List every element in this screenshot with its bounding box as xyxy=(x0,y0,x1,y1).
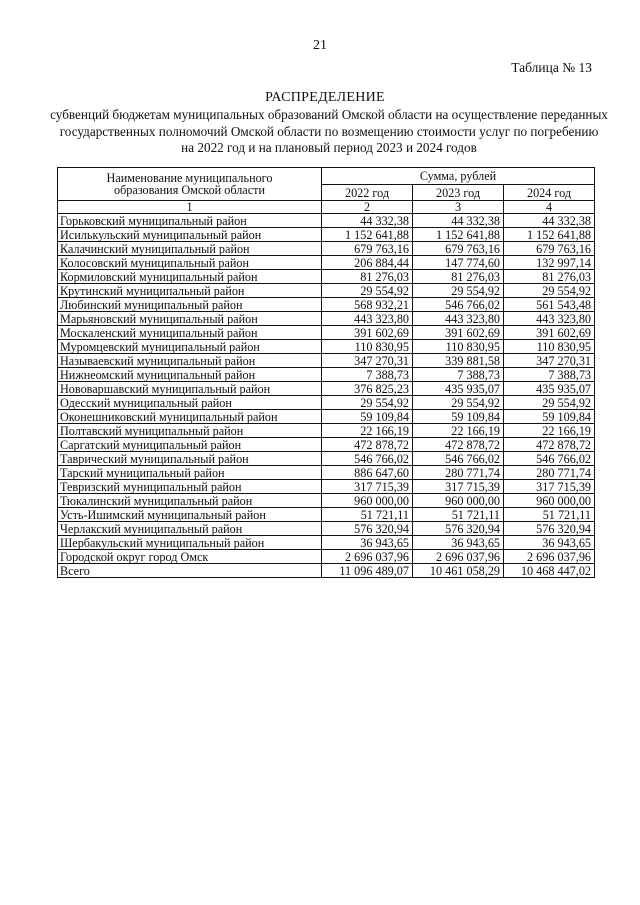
sum-2022-cell: 2 696 037,96 xyxy=(322,550,413,564)
sum-2024-cell: 1 152 641,88 xyxy=(504,228,595,242)
municipality-name-cell: Тюкалинский муниципальный район xyxy=(58,494,322,508)
table-row xyxy=(58,312,595,326)
subtitle-line: субвенций бюджетам муниципальных образований Омской области на осуществление переданных xyxy=(50,107,608,122)
sum-2023-cell: 960 000,00 xyxy=(413,494,504,508)
sum-2024-cell: 44 332,38 xyxy=(504,214,595,228)
table-row xyxy=(58,228,595,242)
column-number: 2 xyxy=(322,201,413,214)
sum-2024-cell: 7 388,73 xyxy=(504,368,595,382)
sum-2023-cell: 29 554,92 xyxy=(413,396,504,410)
sum-2022-cell: 391 602,69 xyxy=(322,326,413,340)
page-number: 21 xyxy=(313,38,327,53)
municipality-name-cell: Нижнеомский муниципальный район xyxy=(58,368,322,382)
municipality-name-cell: Тарский муниципальный район xyxy=(58,466,322,480)
sum-2023-cell: 22 166,19 xyxy=(413,424,504,438)
sum-2022-cell: 960 000,00 xyxy=(322,494,413,508)
header-year-2023: 2023 год xyxy=(413,185,504,201)
sum-2022-cell: 29 554,92 xyxy=(322,396,413,410)
sum-2024-cell: 59 109,84 xyxy=(504,410,595,424)
sum-2024-cell: 2 696 037,96 xyxy=(504,550,595,564)
sum-2022-cell: 347 270,31 xyxy=(322,354,413,368)
sum-2023-cell: 29 554,92 xyxy=(413,284,504,298)
sum-2022-cell: 44 332,38 xyxy=(322,214,413,228)
sum-2022-cell: 206 884,44 xyxy=(322,256,413,270)
sum-2024-cell: 81 276,03 xyxy=(504,270,595,284)
sum-2024-cell: 29 554,92 xyxy=(504,284,595,298)
table-row xyxy=(58,536,595,550)
sum-2022-cell: 110 830,95 xyxy=(322,340,413,354)
sum-2023-cell: 576 320,94 xyxy=(413,522,504,536)
sum-2023-cell: 10 461 058,29 xyxy=(413,564,504,578)
sum-2024-cell: 679 763,16 xyxy=(504,242,595,256)
sum-2024-cell: 22 166,19 xyxy=(504,424,595,438)
table-row xyxy=(58,564,595,578)
table-row xyxy=(58,522,595,536)
municipality-name-cell: Называевский муниципальный район xyxy=(58,354,322,368)
sum-2022-cell: 576 320,94 xyxy=(322,522,413,536)
table-row xyxy=(58,466,595,480)
sum-2023-cell: 44 332,38 xyxy=(413,214,504,228)
table-row xyxy=(58,396,595,410)
sum-2023-cell: 317 715,39 xyxy=(413,480,504,494)
table-row xyxy=(58,508,595,522)
sum-2024-cell: 960 000,00 xyxy=(504,494,595,508)
table-row xyxy=(58,424,595,438)
sum-2024-cell: 110 830,95 xyxy=(504,340,595,354)
sum-2023-cell: 435 935,07 xyxy=(413,382,504,396)
table-row xyxy=(58,340,595,354)
column-number: 4 xyxy=(504,201,595,214)
column-number: 1 xyxy=(58,201,322,214)
header-sum: Сумма, рублей xyxy=(322,168,595,185)
sum-2023-cell: 1 152 641,88 xyxy=(413,228,504,242)
sum-2022-cell: 443 323,80 xyxy=(322,312,413,326)
table-row xyxy=(58,452,595,466)
table-row xyxy=(58,550,595,564)
sum-2022-cell: 11 096 489,07 xyxy=(322,564,413,578)
sum-2024-cell: 280 771,74 xyxy=(504,466,595,480)
municipality-name-cell: Усть-Ишимский муниципальный район xyxy=(58,508,322,522)
sum-2024-cell: 29 554,92 xyxy=(504,396,595,410)
sum-2023-cell: 391 602,69 xyxy=(413,326,504,340)
sum-2024-cell: 443 323,80 xyxy=(504,312,595,326)
municipality-name-cell: Горьковский муниципальный район xyxy=(58,214,322,228)
table-row xyxy=(58,354,595,368)
table-row xyxy=(58,284,595,298)
table-body xyxy=(58,214,595,578)
municipality-name-cell: Муромцевский муниципальный район xyxy=(58,340,322,354)
header-year-2024: 2024 год xyxy=(504,185,595,201)
table-row xyxy=(58,368,595,382)
sum-2022-cell: 51 721,11 xyxy=(322,508,413,522)
document-subtitle xyxy=(40,107,618,157)
header-year-2022: 2022 год xyxy=(322,185,413,201)
sum-2022-cell: 546 766,02 xyxy=(322,452,413,466)
municipality-name-cell: Нововаршавский муниципальный район xyxy=(58,382,322,396)
header-name-line: образования Омской области xyxy=(114,183,265,197)
table-row xyxy=(58,438,595,452)
sum-2023-cell: 81 276,03 xyxy=(413,270,504,284)
sum-2022-cell: 22 166,19 xyxy=(322,424,413,438)
distribution-table xyxy=(57,167,595,578)
municipality-name-cell: Москаленский муниципальный район xyxy=(58,326,322,340)
municipality-name-cell: Любинский муниципальный район xyxy=(58,298,322,312)
sum-2023-cell: 546 766,02 xyxy=(413,298,504,312)
sum-2022-cell: 679 763,16 xyxy=(322,242,413,256)
municipality-name-cell: Полтавский муниципальный район xyxy=(58,424,322,438)
sum-2023-cell: 339 881,58 xyxy=(413,354,504,368)
table-row xyxy=(58,494,595,508)
column-number: 3 xyxy=(413,201,504,214)
sum-2024-cell: 317 715,39 xyxy=(504,480,595,494)
sum-2022-cell: 36 943,65 xyxy=(322,536,413,550)
document-title: РАСПРЕДЕЛЕНИЕ xyxy=(265,90,385,105)
sum-2022-cell: 472 878,72 xyxy=(322,438,413,452)
table-row xyxy=(58,270,595,284)
table-label: Таблица № 13 xyxy=(511,60,592,75)
header-municipality-name xyxy=(58,168,322,201)
sum-2023-cell: 546 766,02 xyxy=(413,452,504,466)
sum-2024-cell: 391 602,69 xyxy=(504,326,595,340)
table-row xyxy=(58,410,595,424)
sum-2023-cell: 2 696 037,96 xyxy=(413,550,504,564)
municipality-name-cell: Тевризский муниципальный район xyxy=(58,480,322,494)
municipality-name-cell: Крутинский муниципальный район xyxy=(58,284,322,298)
table-row xyxy=(58,298,595,312)
sum-2024-cell: 36 943,65 xyxy=(504,536,595,550)
table-row xyxy=(58,242,595,256)
table-row xyxy=(58,480,595,494)
sum-2024-cell: 576 320,94 xyxy=(504,522,595,536)
sum-2023-cell: 110 830,95 xyxy=(413,340,504,354)
sum-2024-cell: 472 878,72 xyxy=(504,438,595,452)
sum-2023-cell: 36 943,65 xyxy=(413,536,504,550)
sum-2022-cell: 1 152 641,88 xyxy=(322,228,413,242)
municipality-name-cell: Колосовский муниципальный район xyxy=(58,256,322,270)
sum-2024-cell: 51 721,11 xyxy=(504,508,595,522)
sum-2023-cell: 472 878,72 xyxy=(413,438,504,452)
sum-2022-cell: 317 715,39 xyxy=(322,480,413,494)
sum-2023-cell: 280 771,74 xyxy=(413,466,504,480)
municipality-name-cell: Одесский муниципальный район xyxy=(58,396,322,410)
sum-2022-cell: 29 554,92 xyxy=(322,284,413,298)
sum-2022-cell: 81 276,03 xyxy=(322,270,413,284)
sum-2022-cell: 568 932,21 xyxy=(322,298,413,312)
municipality-name-cell: Кормиловский муниципальный район xyxy=(58,270,322,284)
table-row xyxy=(58,326,595,340)
table-row xyxy=(58,382,595,396)
sum-2023-cell: 147 774,60 xyxy=(413,256,504,270)
municipality-name-cell: Саргатский муниципальный район xyxy=(58,438,322,452)
sum-2023-cell: 7 388,73 xyxy=(413,368,504,382)
sum-2024-cell: 546 766,02 xyxy=(504,452,595,466)
sum-2022-cell: 376 825,23 xyxy=(322,382,413,396)
municipality-name-cell: Всего xyxy=(58,564,322,578)
municipality-name-cell: Городской округ город Омск xyxy=(58,550,322,564)
sum-2023-cell: 443 323,80 xyxy=(413,312,504,326)
sum-2022-cell: 886 647,60 xyxy=(322,466,413,480)
subtitle-line: государственных полномочий Омской области по возмещению стоимости услуг по погребению xyxy=(59,123,599,139)
municipality-name-cell: Марьяновский муниципальный район xyxy=(58,312,322,326)
sum-2023-cell: 679 763,16 xyxy=(413,242,504,256)
sum-2024-cell: 132 997,14 xyxy=(504,256,595,270)
sum-2024-cell: 347 270,31 xyxy=(504,354,595,368)
sum-2024-cell: 561 543,48 xyxy=(504,298,595,312)
municipality-name-cell: Исилькульский муниципальный район xyxy=(58,228,322,242)
sum-2023-cell: 51 721,11 xyxy=(413,508,504,522)
municipality-name-cell: Калачинский муниципальный район xyxy=(58,242,322,256)
municipality-name-cell: Таврический муниципальный район xyxy=(58,452,322,466)
table-row xyxy=(58,256,595,270)
sum-2022-cell: 7 388,73 xyxy=(322,368,413,382)
sum-2023-cell: 59 109,84 xyxy=(413,410,504,424)
sum-2024-cell: 10 468 447,02 xyxy=(504,564,595,578)
subtitle-line: на 2022 год и на плановый период 2023 и 2024 годов xyxy=(181,140,477,155)
table-row xyxy=(58,214,595,228)
sum-2022-cell: 59 109,84 xyxy=(322,410,413,424)
municipality-name-cell: Шербакульский муниципальный район xyxy=(58,536,322,550)
sum-2024-cell: 435 935,07 xyxy=(504,382,595,396)
municipality-name-cell: Черлакский муниципальный район xyxy=(58,522,322,536)
municipality-name-cell: Оконешниковский муниципальный район xyxy=(58,410,322,424)
header-name-line: Наименование муниципального xyxy=(106,171,273,185)
